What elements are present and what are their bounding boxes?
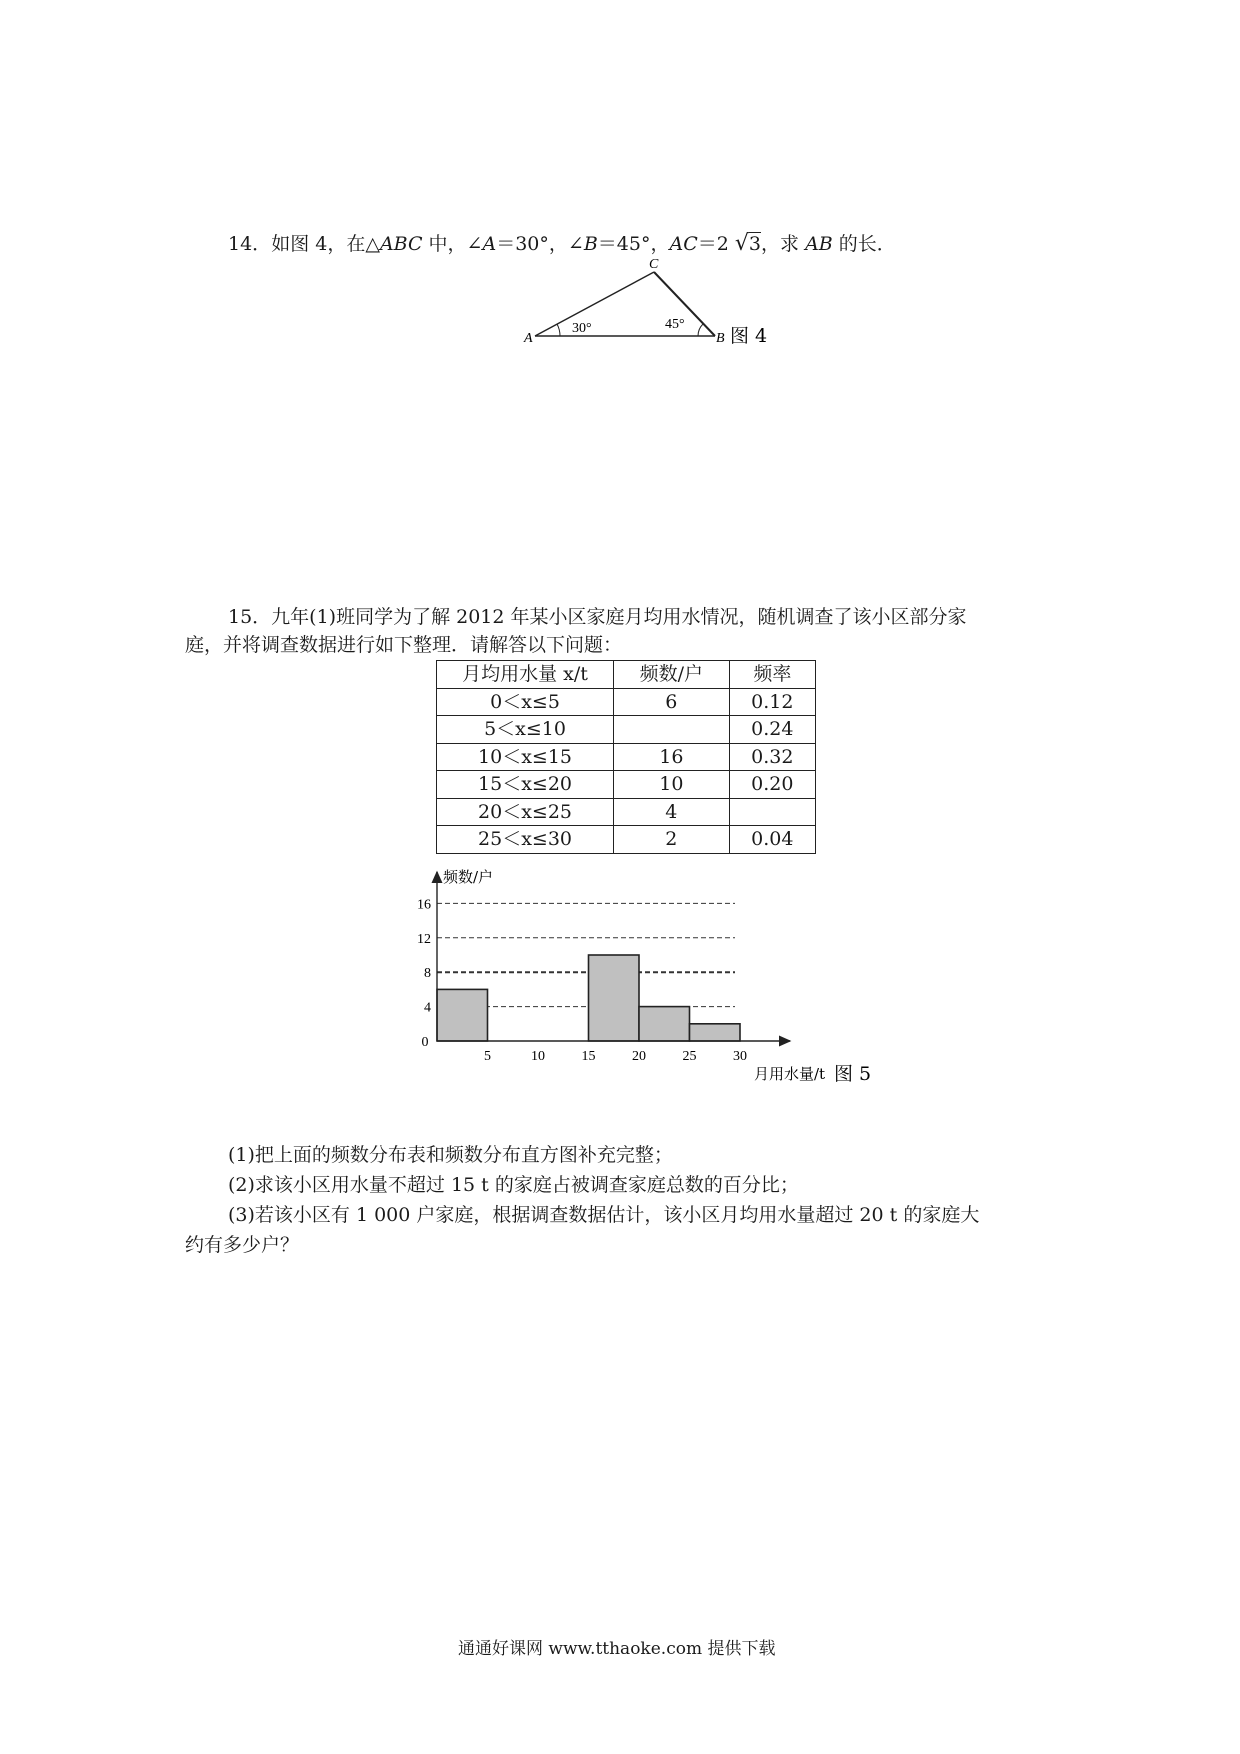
sqrt-symbol: √ xyxy=(734,231,749,256)
table-cell-range: 15＜x≤20 xyxy=(437,771,614,799)
q14-triangle-name: ABC xyxy=(379,233,423,255)
vertex-label-a: A xyxy=(524,331,533,346)
figure-5-histogram xyxy=(400,868,900,1088)
subquestion-3-line-2: 约有多少户？ xyxy=(185,1234,300,1256)
angle-label-a: 30° xyxy=(572,321,592,336)
table-cell-freq: 0.32 xyxy=(729,743,815,771)
histogram-bar xyxy=(690,1024,741,1041)
table-cell-count: 2 xyxy=(614,826,730,854)
y-tick-label: 8 xyxy=(424,966,431,982)
vertex-label-b: B xyxy=(716,331,725,346)
q14-text-6: ，求 xyxy=(761,233,806,255)
subquestion-1: (1)把上面的频数分布表和频数分布直方图补充完整； xyxy=(228,1144,673,1166)
y-axis-label: 频数/户 xyxy=(443,868,494,886)
table-cell-range: 0＜x≤5 xyxy=(437,688,614,716)
q14-text-5: ＝2 xyxy=(697,233,735,255)
q14-text-3: ＝30°，∠ xyxy=(496,233,584,255)
table-cell-freq: 0.04 xyxy=(729,826,815,854)
subquestion-3-line-1: (3)若该小区有 1 000 户家庭，根据调查数据估计，该小区月均用水量超过 20 t 的家庭大 xyxy=(228,1204,980,1226)
table-cell-freq: 0.20 xyxy=(729,771,815,799)
x-tick-label: 0 xyxy=(421,1035,429,1050)
frequency-table xyxy=(436,660,816,854)
table-header: 频数/户 xyxy=(614,661,730,689)
table-row xyxy=(437,743,816,771)
table-cell-count: 6 xyxy=(614,688,730,716)
bars xyxy=(437,955,740,1041)
y-tick-label: 16 xyxy=(417,897,431,913)
q14-side-ab: AB xyxy=(805,233,833,255)
histogram-bar xyxy=(589,955,640,1041)
table-cell-count: 4 xyxy=(614,798,730,826)
side-ac xyxy=(535,272,654,336)
table-cell-count xyxy=(614,716,730,744)
q14-text-7: 的长． xyxy=(832,233,896,255)
table-row xyxy=(437,826,816,854)
sqrt-value: 3 xyxy=(748,233,762,255)
table-cell-count: 16 xyxy=(614,743,730,771)
x-tick-label: 25 xyxy=(682,1049,697,1064)
subquestion-2: (2)求该小区用水量不超过 15 t 的家庭占被调查家庭总数的百分比； xyxy=(228,1174,799,1196)
table-cell-freq xyxy=(729,798,815,826)
question-14 xyxy=(228,232,896,256)
figure-4-triangle xyxy=(520,258,780,348)
x-axis-label: 月用水量/t xyxy=(754,1065,826,1083)
table-cell-range: 10＜x≤15 xyxy=(437,743,614,771)
q14-side-ac: AC xyxy=(669,233,698,255)
table-header: 月均用水量 x/t xyxy=(437,661,614,689)
table-header: 频率 xyxy=(729,661,815,689)
q14-text-2: 中，∠ xyxy=(422,233,483,255)
histogram-bar xyxy=(437,989,488,1041)
table-cell-range: 20＜x≤25 xyxy=(437,798,614,826)
table-cell-range: 5＜x≤10 xyxy=(437,716,614,744)
table-row xyxy=(437,716,816,744)
table-cell-count: 10 xyxy=(614,771,730,799)
q14-angle-a: A xyxy=(482,233,497,255)
angle-arc-b xyxy=(698,324,703,336)
angle-label-b: 45° xyxy=(665,317,685,332)
question-15-line-2: 庭，并将调查数据进行如下整理．请解答以下问题： xyxy=(185,634,623,656)
table-header-row xyxy=(437,661,816,689)
question-number: 14． xyxy=(228,233,272,255)
table-cell-range: 25＜x≤30 xyxy=(437,826,614,854)
histogram-bar xyxy=(639,1007,690,1041)
question-15-line-1: 15．九年(1)班同学为了解 2012 年某小区家庭月均用水情况，随机调查了该小区部分家 xyxy=(228,606,967,628)
q14-text-1: 如图 4，在△ xyxy=(271,233,380,255)
table-cell-freq: 0.12 xyxy=(729,688,815,716)
x-tick-label: 5 xyxy=(484,1049,491,1064)
x-tick-label: 15 xyxy=(581,1049,596,1064)
angle-arc-a xyxy=(557,324,560,336)
y-tick-label: 12 xyxy=(417,931,431,947)
x-tick-label: 20 xyxy=(632,1049,646,1064)
table-row xyxy=(437,688,816,716)
q14-text-4: ＝45°， xyxy=(597,233,670,255)
page-footer: 通通好课网 www.tthaoke.com 提供下载 xyxy=(458,1639,776,1659)
figure-5-caption: 图 5 xyxy=(834,1063,872,1085)
vertex-label-c: C xyxy=(649,258,659,272)
x-tick-label: 30 xyxy=(733,1049,747,1064)
q14-angle-b: B xyxy=(583,233,598,255)
table-row xyxy=(437,798,816,826)
x-tick-label: 10 xyxy=(531,1049,545,1064)
figure-4-caption: 图 4 xyxy=(730,325,768,347)
table-row xyxy=(437,771,816,799)
table-cell-freq: 0.24 xyxy=(729,716,815,744)
y-tick-label: 4 xyxy=(424,1000,431,1016)
